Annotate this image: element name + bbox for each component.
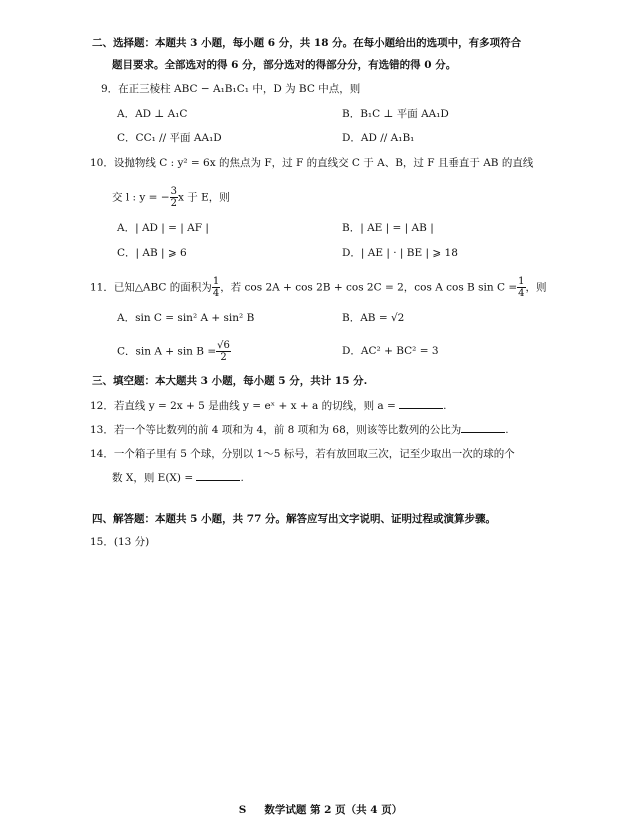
- q10-stem-line2: [112, 186, 230, 209]
- q13-answer-blank[interactable]: [461, 432, 505, 433]
- q11-c-fraction: [216, 340, 231, 363]
- section3-heading: 三、填空题：本大题共 3 小题，每小题 5 分，共计 15 分.: [92, 375, 368, 387]
- q12-post: .: [443, 400, 447, 412]
- q10-option-c: C．| AB | ⩾ 6: [117, 247, 187, 259]
- q14-pre2: 数 X，则 E(X) =: [112, 472, 194, 484]
- q9-option-c: C．CC₁ // 平面 AA₁D: [117, 132, 222, 144]
- q12-answer-blank[interactable]: [399, 408, 443, 409]
- q10-stem: 10．设抛物线 C : y² = 6x 的焦点为 F，过 F 的直线交 C 于 A、B，过 F 且垂直于 AB 的直线: [90, 157, 534, 169]
- q9-option-b: B．B₁C ⊥ 平面 AA₁D: [342, 108, 449, 120]
- q10-option-a: A．| AD | = | AF |: [117, 222, 209, 234]
- q12-pre: 12．若直线 y = 2x + 5 是曲线 y = eˣ + x + a 的切线，则 a =: [90, 400, 396, 412]
- q11-option-d: D．AC² + BC² = 3: [342, 345, 439, 357]
- q11-option-b: B．AB = √2: [342, 312, 405, 324]
- section2-heading: 二、选择题：本题共 3 小题，每小题 6 分，共 18 分。在每小题给出的选项中，有多项符合: [92, 37, 522, 49]
- q11-f1-num: 1: [212, 276, 220, 287]
- q14-stem-line2: [112, 471, 244, 485]
- q10-fraction: [170, 186, 178, 209]
- q13-stem: [90, 423, 509, 437]
- q9-option-d: D．AD // A₁B₁: [342, 132, 415, 144]
- q10-frac-den: 2: [170, 198, 177, 209]
- q11-fraction-area: [212, 276, 220, 299]
- section2-heading-cont: 题目要求。全部选对的得 6 分，部分选对的得部分分，有选错的得 0 分。: [112, 59, 457, 71]
- q11-f2-den: 4: [518, 288, 525, 299]
- q11-f1-den: 4: [212, 288, 220, 299]
- q10-option-b: B．| AE | = | AB |: [342, 222, 434, 234]
- q11-f2-num: 1: [518, 276, 525, 287]
- q10-option-d: D．| AE | · | BE | ⩾ 18: [342, 247, 458, 259]
- q14-answer-blank[interactable]: [196, 480, 240, 481]
- q11-fraction-product: [517, 276, 525, 299]
- q15-header: 15．(13 分): [90, 536, 150, 548]
- q10-line2-post: x 于 E，则: [178, 191, 230, 204]
- q13-post: .: [505, 424, 509, 436]
- q11-post: ，则: [525, 281, 547, 294]
- q11-option-a: A．sin C = sin² A + sin² B: [117, 312, 255, 324]
- q11-option-c: [117, 340, 231, 363]
- q11-c-den: 2: [220, 352, 227, 363]
- q11-stem: [90, 276, 547, 299]
- q10-frac-num: 3: [170, 186, 177, 197]
- q11-mid: ，若 cos 2A + cos 2B + cos 2C = 2，cos A cos B sin C =: [220, 281, 518, 294]
- q14-stem: 14．一个箱子里有 5 个球，分别以 1～5 标号，若有放回取三次，记至少取出一次的球的个: [90, 448, 515, 460]
- q12-stem: [90, 399, 447, 413]
- q11-pre: 11．已知△ABC 的面积为: [90, 281, 212, 294]
- q13-pre: 13．若一个等比数列的前 4 项和为 4，前 8 项和为 68，则该等比数列的公比为: [90, 424, 462, 436]
- q11-c-num: √6: [217, 340, 230, 351]
- footer-letter: S: [238, 804, 247, 816]
- q14-post2: .: [240, 472, 244, 484]
- q9-stem: 9．在正三棱柱 ABC − A₁B₁C₁ 中，D 为 BC 中点，则: [101, 83, 361, 95]
- q9-option-a: A．AD ⊥ A₁C: [117, 108, 188, 120]
- page-footer: [0, 802, 641, 817]
- q10-line2-pre: 交 l : y = −: [112, 191, 170, 204]
- q11-c-pre: C．sin A + sin B =: [117, 345, 217, 358]
- footer-page-info: 数学试题 第 2 页（共 4 页）: [264, 804, 403, 816]
- section4-heading: 四、解答题：本题共 5 小题，共 77 分。解答应写出文字说明、证明过程或演算步骤。: [92, 513, 497, 525]
